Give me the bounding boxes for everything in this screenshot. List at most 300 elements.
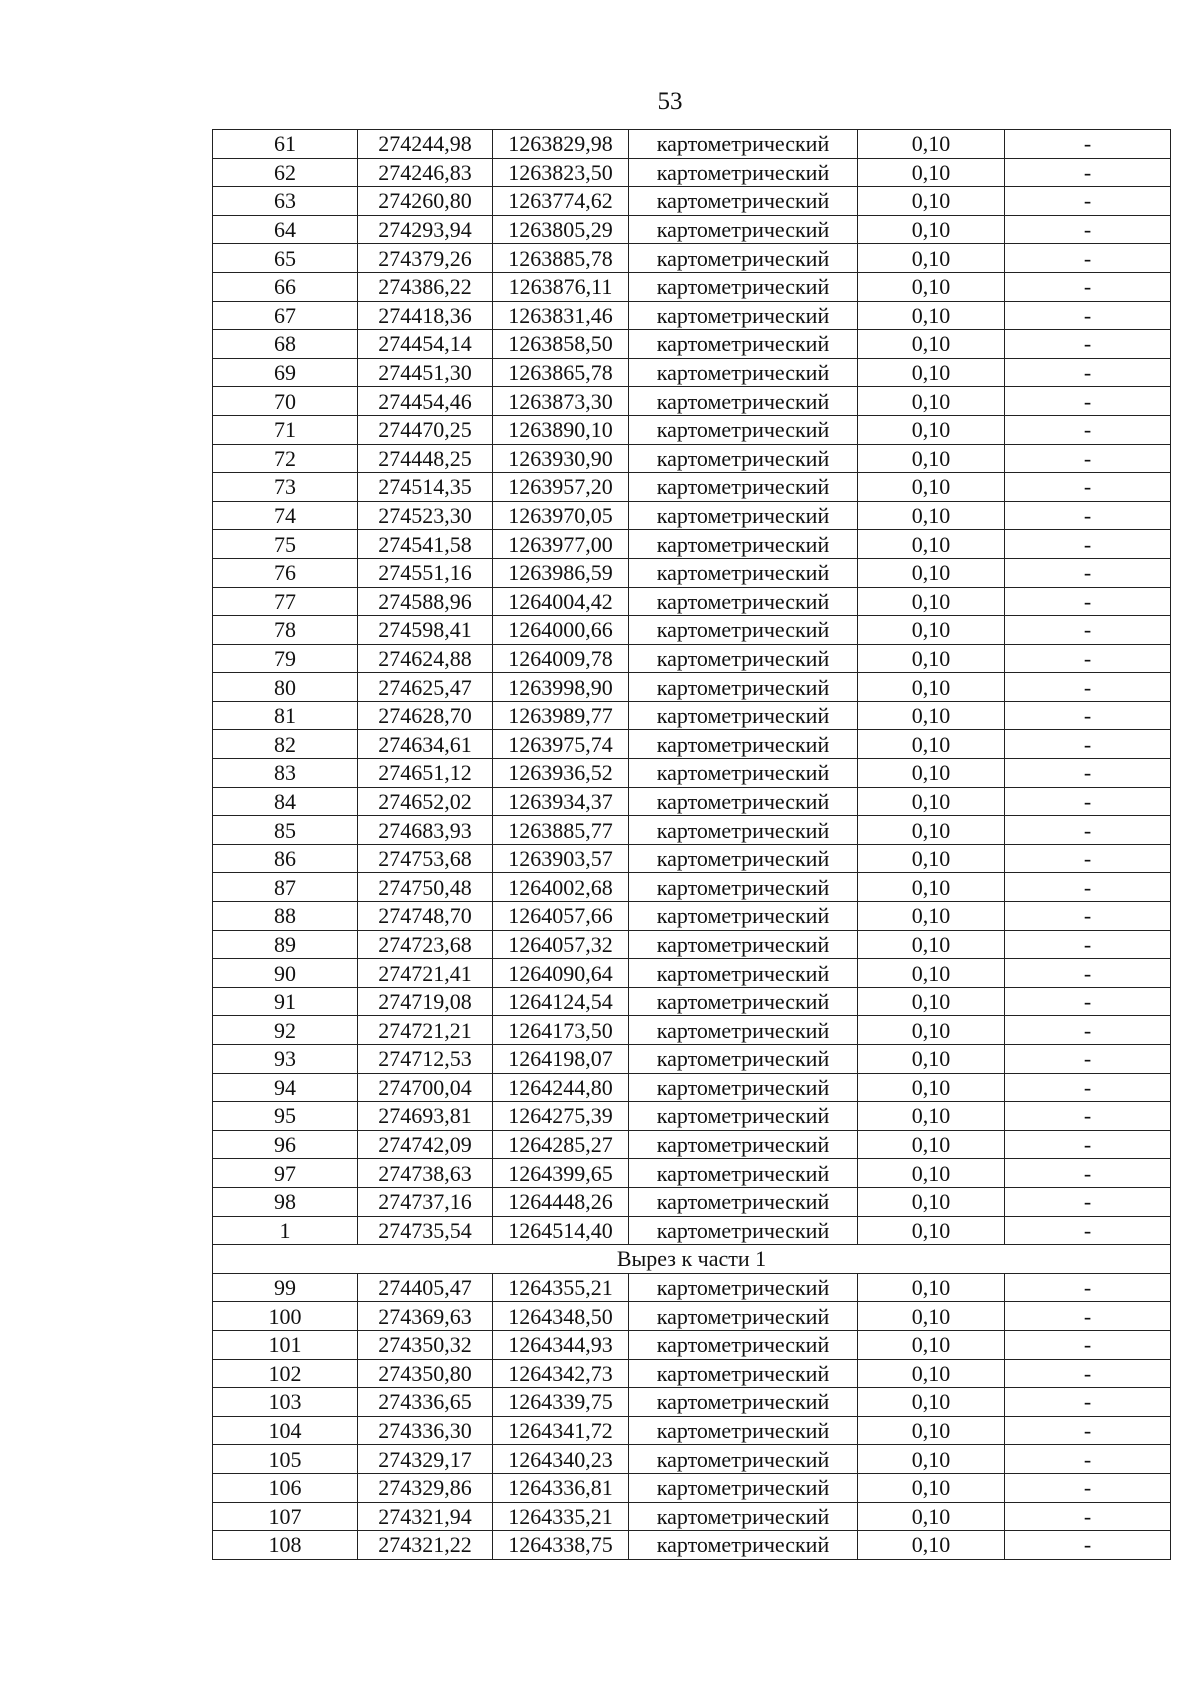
method-cell: картометрический [629, 987, 858, 1016]
point-number-cell: 66 [213, 272, 358, 301]
description-cell: - [1005, 902, 1171, 931]
point-number-cell: 88 [213, 902, 358, 931]
x-coordinate-cell: 274624,88 [358, 644, 493, 673]
accuracy-cell: 0,10 [858, 1388, 1005, 1417]
method-cell: картометрический [629, 1187, 858, 1216]
point-number-cell: 94 [213, 1073, 358, 1102]
point-number-cell: 90 [213, 959, 358, 988]
x-coordinate-cell: 274737,16 [358, 1187, 493, 1216]
accuracy-cell: 0,10 [858, 730, 1005, 759]
x-coordinate-cell: 274448,25 [358, 444, 493, 473]
y-coordinate-cell: 1263829,98 [493, 130, 629, 159]
description-cell: - [1005, 1388, 1171, 1417]
x-coordinate-cell: 274405,47 [358, 1273, 493, 1302]
table-row [213, 272, 1171, 301]
description-cell: - [1005, 501, 1171, 530]
y-coordinate-cell: 1263930,90 [493, 444, 629, 473]
x-coordinate-cell: 274350,32 [358, 1330, 493, 1359]
accuracy-cell: 0,10 [858, 1130, 1005, 1159]
description-cell: - [1005, 1102, 1171, 1131]
accuracy-cell: 0,10 [858, 701, 1005, 730]
accuracy-cell: 0,10 [858, 1473, 1005, 1502]
description-cell: - [1005, 1216, 1171, 1245]
y-coordinate-cell: 1263823,50 [493, 158, 629, 187]
x-coordinate-cell: 274244,98 [358, 130, 493, 159]
point-number-cell: 107 [213, 1502, 358, 1531]
x-coordinate-cell: 274418,36 [358, 301, 493, 330]
point-number-cell: 75 [213, 530, 358, 559]
method-cell: картометрический [629, 873, 858, 902]
description-cell: - [1005, 1302, 1171, 1331]
x-coordinate-cell: 274721,21 [358, 1016, 493, 1045]
section-row [213, 1245, 1171, 1274]
accuracy-cell: 0,10 [858, 130, 1005, 159]
y-coordinate-cell: 1264000,66 [493, 616, 629, 645]
method-cell: картометрический [629, 358, 858, 387]
point-number-cell: 69 [213, 358, 358, 387]
x-coordinate-cell: 274329,17 [358, 1445, 493, 1474]
method-cell: картометрический [629, 616, 858, 645]
y-coordinate-cell: 1264514,40 [493, 1216, 629, 1245]
x-coordinate-cell: 274683,93 [358, 816, 493, 845]
y-coordinate-cell: 1264057,66 [493, 902, 629, 931]
table-row [213, 187, 1171, 216]
point-number-cell: 100 [213, 1302, 358, 1331]
point-number-cell: 68 [213, 330, 358, 359]
description-cell: - [1005, 187, 1171, 216]
y-coordinate-cell: 1263975,74 [493, 730, 629, 759]
accuracy-cell: 0,10 [858, 187, 1005, 216]
point-number-cell: 98 [213, 1187, 358, 1216]
y-coordinate-cell: 1264355,21 [493, 1273, 629, 1302]
x-coordinate-cell: 274750,48 [358, 873, 493, 902]
description-cell: - [1005, 387, 1171, 416]
table-row [213, 1302, 1171, 1331]
table-row [213, 1016, 1171, 1045]
table-row [213, 215, 1171, 244]
accuracy-cell: 0,10 [858, 1073, 1005, 1102]
section-title: Вырез к части 1 [213, 1245, 1171, 1274]
method-cell: картометрический [629, 787, 858, 816]
y-coordinate-cell: 1264004,42 [493, 587, 629, 616]
x-coordinate-cell: 274634,61 [358, 730, 493, 759]
table-row [213, 158, 1171, 187]
method-cell: картометрический [629, 959, 858, 988]
description-cell: - [1005, 787, 1171, 816]
method-cell: картометрический [629, 301, 858, 330]
method-cell: картометрический [629, 701, 858, 730]
method-cell: картометрический [629, 673, 858, 702]
accuracy-cell: 0,10 [858, 759, 1005, 788]
table-row [213, 587, 1171, 616]
method-cell: картометрический [629, 930, 858, 959]
table-row [213, 1073, 1171, 1102]
table-row [213, 930, 1171, 959]
y-coordinate-cell: 1264448,26 [493, 1187, 629, 1216]
table-row [213, 301, 1171, 330]
accuracy-cell: 0,10 [858, 301, 1005, 330]
method-cell: картометрический [629, 130, 858, 159]
x-coordinate-cell: 274598,41 [358, 616, 493, 645]
accuracy-cell: 0,10 [858, 1187, 1005, 1216]
description-cell: - [1005, 330, 1171, 359]
y-coordinate-cell: 1263957,20 [493, 473, 629, 502]
y-coordinate-cell: 1263865,78 [493, 358, 629, 387]
description-cell: - [1005, 1473, 1171, 1502]
point-number-cell: 73 [213, 473, 358, 502]
point-number-cell: 105 [213, 1445, 358, 1474]
table-row [213, 473, 1171, 502]
method-cell: картометрический [629, 1302, 858, 1331]
x-coordinate-cell: 274451,30 [358, 358, 493, 387]
accuracy-cell: 0,10 [858, 1502, 1005, 1531]
y-coordinate-cell: 1264340,23 [493, 1445, 629, 1474]
method-cell: картометрический [629, 415, 858, 444]
table-row [213, 730, 1171, 759]
description-cell: - [1005, 158, 1171, 187]
accuracy-cell: 0,10 [858, 1359, 1005, 1388]
x-coordinate-cell: 274652,02 [358, 787, 493, 816]
point-number-cell: 86 [213, 844, 358, 873]
description-cell: - [1005, 558, 1171, 587]
y-coordinate-cell: 1263858,50 [493, 330, 629, 359]
x-coordinate-cell: 274700,04 [358, 1073, 493, 1102]
table-row [213, 1502, 1171, 1531]
accuracy-cell: 0,10 [858, 616, 1005, 645]
x-coordinate-cell: 274369,63 [358, 1302, 493, 1331]
x-coordinate-cell: 274735,54 [358, 1216, 493, 1245]
description-cell: - [1005, 473, 1171, 502]
method-cell: картометрический [629, 530, 858, 559]
table-row [213, 873, 1171, 902]
description-cell: - [1005, 1073, 1171, 1102]
method-cell: картометрический [629, 1416, 858, 1445]
method-cell: картометрический [629, 1102, 858, 1131]
description-cell: - [1005, 844, 1171, 873]
y-coordinate-cell: 1263903,57 [493, 844, 629, 873]
accuracy-cell: 0,10 [858, 1445, 1005, 1474]
y-coordinate-cell: 1264338,75 [493, 1531, 629, 1560]
y-coordinate-cell: 1263977,00 [493, 530, 629, 559]
x-coordinate-cell: 274321,22 [358, 1531, 493, 1560]
y-coordinate-cell: 1263998,90 [493, 673, 629, 702]
description-cell: - [1005, 444, 1171, 473]
x-coordinate-cell: 274628,70 [358, 701, 493, 730]
point-number-cell: 74 [213, 501, 358, 530]
y-coordinate-cell: 1263936,52 [493, 759, 629, 788]
description-cell: - [1005, 415, 1171, 444]
accuracy-cell: 0,10 [858, 158, 1005, 187]
x-coordinate-cell: 274336,65 [358, 1388, 493, 1417]
table-row [213, 844, 1171, 873]
accuracy-cell: 0,10 [858, 987, 1005, 1016]
x-coordinate-cell: 274246,83 [358, 158, 493, 187]
table-row [213, 644, 1171, 673]
description-cell: - [1005, 1330, 1171, 1359]
method-cell: картометрический [629, 816, 858, 845]
method-cell: картометрический [629, 1502, 858, 1531]
table-row [213, 1473, 1171, 1502]
table-row [213, 1216, 1171, 1245]
x-coordinate-cell: 274336,30 [358, 1416, 493, 1445]
accuracy-cell: 0,10 [858, 873, 1005, 902]
x-coordinate-cell: 274738,63 [358, 1159, 493, 1188]
table-row [213, 387, 1171, 416]
description-cell: - [1005, 1016, 1171, 1045]
method-cell: картометрический [629, 730, 858, 759]
y-coordinate-cell: 1263890,10 [493, 415, 629, 444]
accuracy-cell: 0,10 [858, 272, 1005, 301]
accuracy-cell: 0,10 [858, 844, 1005, 873]
method-cell: картометрический [629, 501, 858, 530]
description-cell: - [1005, 987, 1171, 1016]
y-coordinate-cell: 1264002,68 [493, 873, 629, 902]
method-cell: картометрический [629, 244, 858, 273]
coordinates-table [212, 129, 1171, 1560]
x-coordinate-cell: 274723,68 [358, 930, 493, 959]
point-number-cell: 108 [213, 1531, 358, 1560]
point-number-cell: 78 [213, 616, 358, 645]
table-row [213, 1531, 1171, 1560]
point-number-cell: 104 [213, 1416, 358, 1445]
method-cell: картометрический [629, 1473, 858, 1502]
point-number-cell: 82 [213, 730, 358, 759]
description-cell: - [1005, 930, 1171, 959]
accuracy-cell: 0,10 [858, 587, 1005, 616]
point-number-cell: 64 [213, 215, 358, 244]
description-cell: - [1005, 1187, 1171, 1216]
accuracy-cell: 0,10 [858, 1045, 1005, 1074]
description-cell: - [1005, 1130, 1171, 1159]
description-cell: - [1005, 644, 1171, 673]
accuracy-cell: 0,10 [858, 1416, 1005, 1445]
description-cell: - [1005, 816, 1171, 845]
accuracy-cell: 0,10 [858, 330, 1005, 359]
x-coordinate-cell: 274454,14 [358, 330, 493, 359]
point-number-cell: 87 [213, 873, 358, 902]
point-number-cell: 62 [213, 158, 358, 187]
y-coordinate-cell: 1264339,75 [493, 1388, 629, 1417]
method-cell: картометрический [629, 215, 858, 244]
y-coordinate-cell: 1264399,65 [493, 1159, 629, 1188]
table-row [213, 787, 1171, 816]
x-coordinate-cell: 274712,53 [358, 1045, 493, 1074]
x-coordinate-cell: 274523,30 [358, 501, 493, 530]
y-coordinate-cell: 1263885,77 [493, 816, 629, 845]
point-number-cell: 84 [213, 787, 358, 816]
x-coordinate-cell: 274693,81 [358, 1102, 493, 1131]
method-cell: картометрический [629, 444, 858, 473]
y-coordinate-cell: 1264057,32 [493, 930, 629, 959]
table-row [213, 244, 1171, 273]
point-number-cell: 92 [213, 1016, 358, 1045]
method-cell: картометрический [629, 272, 858, 301]
x-coordinate-cell: 274551,16 [358, 558, 493, 587]
y-coordinate-cell: 1263873,30 [493, 387, 629, 416]
point-number-cell: 79 [213, 644, 358, 673]
description-cell: - [1005, 873, 1171, 902]
x-coordinate-cell: 274742,09 [358, 1130, 493, 1159]
x-coordinate-cell: 274625,47 [358, 673, 493, 702]
accuracy-cell: 0,10 [858, 558, 1005, 587]
point-number-cell: 76 [213, 558, 358, 587]
description-cell: - [1005, 701, 1171, 730]
x-coordinate-cell: 274651,12 [358, 759, 493, 788]
x-coordinate-cell: 274321,94 [358, 1502, 493, 1531]
point-number-cell: 99 [213, 1273, 358, 1302]
description-cell: - [1005, 730, 1171, 759]
x-coordinate-cell: 274541,58 [358, 530, 493, 559]
description-cell: - [1005, 1416, 1171, 1445]
accuracy-cell: 0,10 [858, 816, 1005, 845]
table-row [213, 415, 1171, 444]
accuracy-cell: 0,10 [858, 1531, 1005, 1560]
description-cell: - [1005, 1359, 1171, 1388]
point-number-cell: 85 [213, 816, 358, 845]
accuracy-cell: 0,10 [858, 1016, 1005, 1045]
table-row [213, 358, 1171, 387]
x-coordinate-cell: 274379,26 [358, 244, 493, 273]
description-cell: - [1005, 959, 1171, 988]
point-number-cell: 77 [213, 587, 358, 616]
table-row [213, 1102, 1171, 1131]
description-cell: - [1005, 616, 1171, 645]
description-cell: - [1005, 1502, 1171, 1531]
description-cell: - [1005, 1531, 1171, 1560]
method-cell: картометрический [629, 1359, 858, 1388]
table-row [213, 558, 1171, 587]
point-number-cell: 72 [213, 444, 358, 473]
y-coordinate-cell: 1264124,54 [493, 987, 629, 1016]
accuracy-cell: 0,10 [858, 415, 1005, 444]
table-row [213, 959, 1171, 988]
point-number-cell: 91 [213, 987, 358, 1016]
y-coordinate-cell: 1264336,81 [493, 1473, 629, 1502]
point-number-cell: 80 [213, 673, 358, 702]
description-cell: - [1005, 301, 1171, 330]
method-cell: картометрический [629, 387, 858, 416]
method-cell: картометрический [629, 844, 858, 873]
x-coordinate-cell: 274719,08 [358, 987, 493, 1016]
point-number-cell: 65 [213, 244, 358, 273]
description-cell: - [1005, 215, 1171, 244]
table-row [213, 987, 1171, 1016]
method-cell: картометрический [629, 187, 858, 216]
accuracy-cell: 0,10 [858, 244, 1005, 273]
table-row [213, 530, 1171, 559]
y-coordinate-cell: 1263774,62 [493, 187, 629, 216]
accuracy-cell: 0,10 [858, 501, 1005, 530]
y-coordinate-cell: 1264244,80 [493, 1073, 629, 1102]
accuracy-cell: 0,10 [858, 959, 1005, 988]
accuracy-cell: 0,10 [858, 358, 1005, 387]
point-number-cell: 67 [213, 301, 358, 330]
point-number-cell: 97 [213, 1159, 358, 1188]
method-cell: картометрический [629, 759, 858, 788]
method-cell: картометрический [629, 1330, 858, 1359]
table-row [213, 902, 1171, 931]
accuracy-cell: 0,10 [858, 473, 1005, 502]
method-cell: картометрический [629, 1073, 858, 1102]
description-cell: - [1005, 1273, 1171, 1302]
description-cell: - [1005, 1045, 1171, 1074]
x-coordinate-cell: 274748,70 [358, 902, 493, 931]
table-row [213, 130, 1171, 159]
accuracy-cell: 0,10 [858, 1273, 1005, 1302]
description-cell: - [1005, 358, 1171, 387]
accuracy-cell: 0,10 [858, 1159, 1005, 1188]
table-row [213, 1273, 1171, 1302]
table-row [213, 673, 1171, 702]
accuracy-cell: 0,10 [858, 787, 1005, 816]
point-number-cell: 70 [213, 387, 358, 416]
method-cell: картометрический [629, 587, 858, 616]
x-coordinate-cell: 274454,46 [358, 387, 493, 416]
point-number-cell: 103 [213, 1388, 358, 1417]
page-number: 53 [657, 88, 683, 115]
table-row [213, 1187, 1171, 1216]
y-coordinate-cell: 1263805,29 [493, 215, 629, 244]
table-row [213, 330, 1171, 359]
point-number-cell: 102 [213, 1359, 358, 1388]
method-cell: картометрический [629, 158, 858, 187]
description-cell: - [1005, 759, 1171, 788]
accuracy-cell: 0,10 [858, 1216, 1005, 1245]
table-row [213, 444, 1171, 473]
method-cell: картометрический [629, 1388, 858, 1417]
accuracy-cell: 0,10 [858, 902, 1005, 931]
method-cell: картометрический [629, 1216, 858, 1245]
y-coordinate-cell: 1264173,50 [493, 1016, 629, 1045]
table-row [213, 1445, 1171, 1474]
description-cell: - [1005, 130, 1171, 159]
point-number-cell: 106 [213, 1473, 358, 1502]
description-cell: - [1005, 673, 1171, 702]
method-cell: картометрический [629, 902, 858, 931]
x-coordinate-cell: 274721,41 [358, 959, 493, 988]
point-number-cell: 95 [213, 1102, 358, 1131]
accuracy-cell: 0,10 [858, 930, 1005, 959]
description-cell: - [1005, 1159, 1171, 1188]
method-cell: картометрический [629, 1130, 858, 1159]
method-cell: картометрический [629, 1159, 858, 1188]
table-body-part-a [213, 130, 1171, 1245]
table-row [213, 1045, 1171, 1074]
point-number-cell: 1 [213, 1216, 358, 1245]
y-coordinate-cell: 1264198,07 [493, 1045, 629, 1074]
accuracy-cell: 0,10 [858, 215, 1005, 244]
description-cell: - [1005, 272, 1171, 301]
y-coordinate-cell: 1263989,77 [493, 701, 629, 730]
y-coordinate-cell: 1264335,21 [493, 1502, 629, 1531]
y-coordinate-cell: 1264341,72 [493, 1416, 629, 1445]
y-coordinate-cell: 1264342,73 [493, 1359, 629, 1388]
method-cell: картометрический [629, 1273, 858, 1302]
accuracy-cell: 0,10 [858, 1102, 1005, 1131]
y-coordinate-cell: 1263934,37 [493, 787, 629, 816]
point-number-cell: 83 [213, 759, 358, 788]
section-header [213, 1245, 1171, 1274]
x-coordinate-cell: 274470,25 [358, 415, 493, 444]
y-coordinate-cell: 1264009,78 [493, 644, 629, 673]
method-cell: картометрический [629, 1445, 858, 1474]
table-row [213, 701, 1171, 730]
table-row [213, 501, 1171, 530]
description-cell: - [1005, 1445, 1171, 1474]
y-coordinate-cell: 1264348,50 [493, 1302, 629, 1331]
point-number-cell: 89 [213, 930, 358, 959]
y-coordinate-cell: 1263970,05 [493, 501, 629, 530]
